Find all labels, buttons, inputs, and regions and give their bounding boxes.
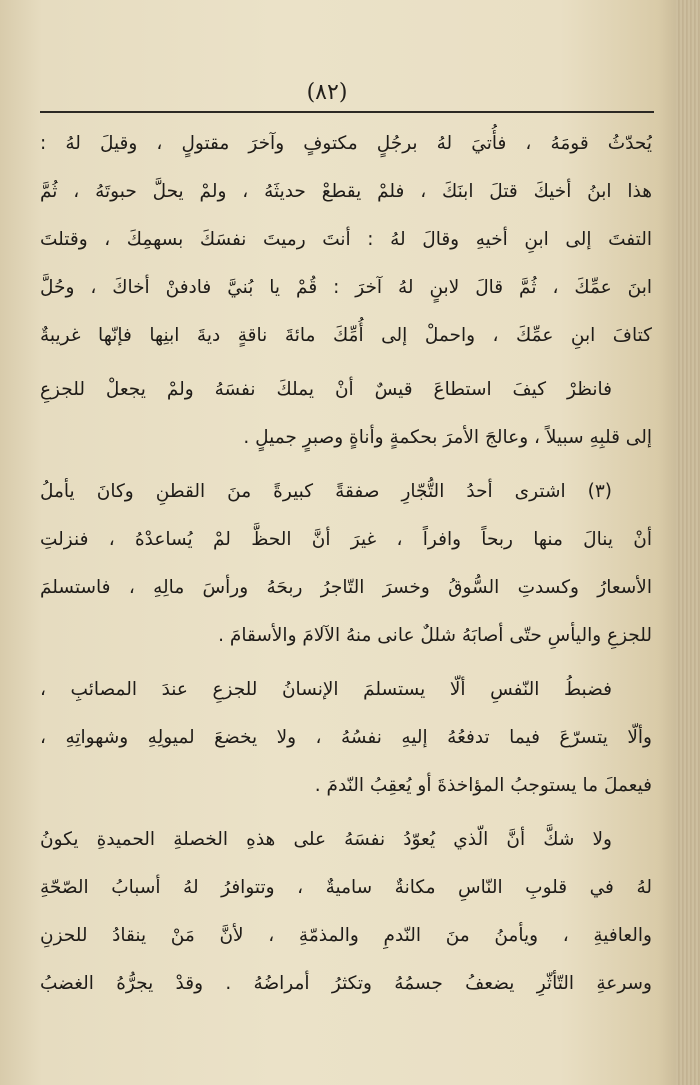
page-number: (٨٢) [306,80,348,105]
text-line: يُحدّثُ قومَهُ ، فأُتيَ لهُ برجُلٍ مكتوفٍ وآخرَ مقتولٍ ، وقيلَ لهُ : [40,133,652,154]
text-line: وسرعةِ التّأثّرِ يضعفُ جسمُهُ وتكثرُ أمراضُهُ . وقدْ يجرُّهُ الغضبُ [40,973,652,994]
text-line: ولا شكَّ أنَّ الّذي يُعوّدُ نفسَهُ على هذهِ الخصلةِ الحميدةِ يكونُ [40,829,612,850]
text-line: كتافَ ابنِ عمِّكَ ، واحملْ إلى أُمِّكَ مائةَ ناقةٍ ديةَ ابنِها فإنّها غريبةٌ [40,325,652,346]
text-line: هذا ابنُ أخيكَ قتلَ ابنَكَ ، فلمْ يقطعْ حديثَهُ ، ولمْ يحلَّ حبوتَهُ ، ثُمَّ [40,181,652,202]
paragraph-5 [40,816,652,1008]
text-line: ابنَ عمِّكَ ، ثُمَّ قالَ لابنٍ لهُ آخرَ : قُمْ يا بُنيَّ فادفنْ أخاكَ ، وحُلَّ [40,277,652,298]
text-line: فضبطُ النّفسِ ألّا يستسلمَ الإنسانُ للجزعِ عندَ المصائبِ ، [40,679,612,700]
text-line: إلى قلبِهِ سبيلاً ، وعالجَ الأمرَ بحكمةٍ وأناةٍ وصبرٍ جميلٍ . [243,427,652,448]
text-line: للجزعِ واليأسِ حتّى أصابَهُ شللٌ عانى منهُ الآلامَ والأسقامَ . [218,625,652,646]
text-line: فانظرْ كيفَ استطاعَ قيسٌ أنْ يملكَ نفسَهُ ولمْ يجعلْ للجزعِ [40,379,612,400]
paragraph-2 [40,366,652,462]
text-line: الأسعارُ وكسدتِ السُّوقُ وخسرَ التّاجرُ ربحَهُ ورأسَ مالِهِ ، فاستسلمَ [40,577,652,598]
text-line: والعافيةِ ، ويأمنُ منَ النّدمِ والمذمّةِ ، لأنَّ مَنْ ينقادُ للحزنِ [40,925,652,946]
paragraph-3 [40,468,652,660]
text-line: لهُ في قلوبِ النّاسِ مكانةٌ ساميةٌ ، وتتوافرُ لهُ أسبابُ الصّحّةِ [40,877,652,898]
paragraph-1 [40,120,652,360]
text-line: التفتَ إلى ابنِ أخيهِ وقالَ لهُ : أنتَ رميتَ نفسَكَ بسهمِكَ ، وقتلتَ [40,229,652,250]
text-line: فيعملَ ما يستوجبُ المؤاخذةَ أو يُعقِبُ النّدمَ . [314,775,652,796]
header-rule [40,111,654,113]
text-line: (٣) اشترى أحدُ التُّجّارِ صفقةً كبيرةً منَ القطنِ وكانَ يأملُ [40,481,612,502]
paragraph-4 [40,666,652,810]
body-text [40,120,652,1008]
text-line: وألّا يتسرّعَ فيما تدفعُهُ إليهِ نفسُهُ ، ولا يخضعَ لميولِهِ وشهواتِهِ ، [40,727,652,748]
text-line: أنْ ينالَ منها ربحاً وافراً ، غيرَ أنَّ الحظَّ لمْ يُساعدْهُ ، فنزلتِ [40,529,652,550]
page-edge-shadow [676,0,700,1085]
